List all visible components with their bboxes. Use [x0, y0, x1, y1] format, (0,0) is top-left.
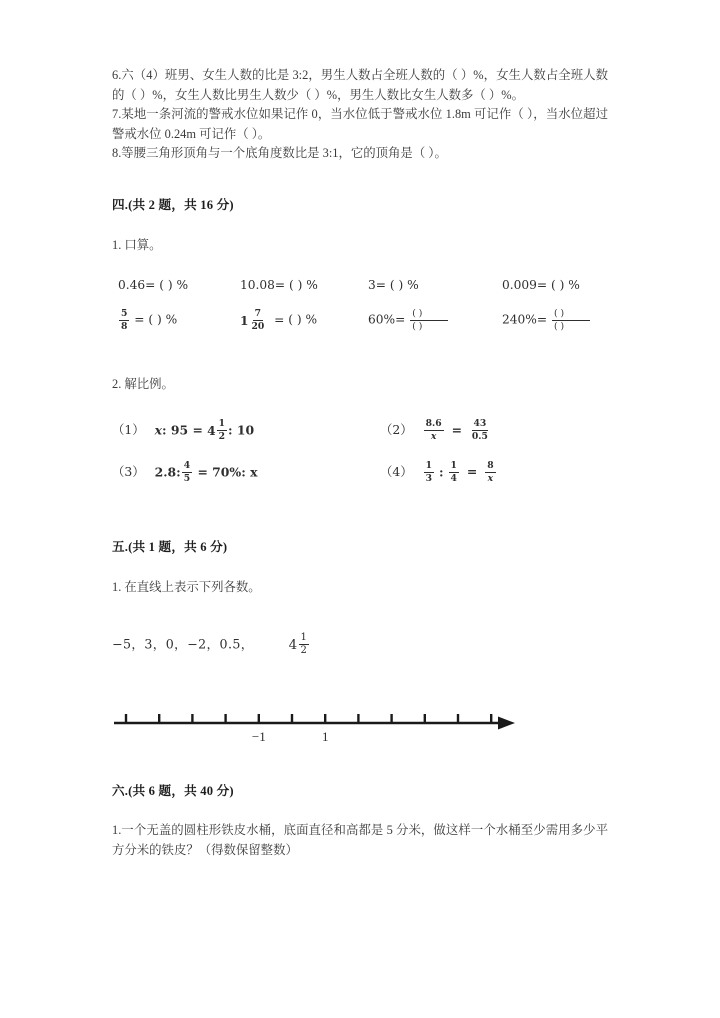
oral-item-1-lhs: 0.46= — [118, 277, 156, 292]
proportion-item-1-label: （1） — [112, 422, 145, 438]
number-list — [112, 633, 608, 657]
proportion-item-4-equals: = — [466, 464, 478, 480]
oral-item-5 — [118, 309, 240, 331]
proportion-item-4-numerator-3: 8 — [487, 460, 494, 472]
oral-item-6-equals: = — [274, 313, 285, 327]
proportion-item-2-left-fraction — [424, 419, 444, 441]
proportion-item-1-whole: 4 — [207, 423, 216, 438]
spacer — [112, 392, 608, 420]
proportion-item-3-label: （3） — [112, 464, 145, 480]
section-six-q1-text: 一个无盖的圆柱形铁皮水桶，底面直径和高都是 5 分米，做这样一个水桶至少需用多少平方分米的铁皮？（得数保留整数） — [112, 823, 608, 857]
oral-calc-row-2 — [118, 304, 608, 338]
oral-item-4 — [502, 278, 580, 292]
fill-in-blank-item-6 — [112, 66, 608, 105]
number-line-ticks — [126, 714, 491, 723]
number-list-mixed-number — [289, 633, 311, 657]
section-six-q1 — [112, 821, 608, 860]
spacer — [112, 555, 608, 577]
proportion-item-4-fraction-1 — [424, 461, 434, 483]
proportion-item-1-fraction — [217, 419, 227, 441]
spacer — [112, 164, 608, 194]
spacer — [112, 338, 608, 374]
number-list-mixed-numerator: 1 — [299, 633, 310, 646]
proportion-item-3 — [112, 462, 380, 484]
spacer — [112, 253, 608, 275]
proportion-item-2-label: （2） — [380, 422, 413, 438]
oral-item-8 — [502, 309, 591, 331]
proportion-item-2 — [380, 420, 608, 442]
oral-item-1-unit: % — [176, 277, 189, 292]
section-four-heading: 四.(共 2 题，共 16 分) — [112, 197, 234, 212]
section-six-q1-number: 1. — [112, 823, 122, 838]
proportion-item-2-right-denominator: 0.5 — [471, 430, 488, 442]
proportion-item-4-colon: : — [438, 464, 444, 480]
oral-item-1 — [118, 278, 240, 292]
spacer — [112, 484, 608, 536]
number-line-label: −1 — [251, 729, 266, 745]
number-line-arrow-icon — [498, 717, 515, 730]
oral-item-6-whole: 1 — [240, 313, 249, 328]
oral-item-2-blank[interactable]: ( ) — [288, 277, 303, 292]
section-five-heading: 五.(共 1 题，共 6 分) — [112, 540, 228, 555]
proportion-item-2-equals: = — [451, 422, 462, 438]
oral-calc-block — [112, 275, 608, 338]
oral-item-3-blank[interactable]: ( ) — [389, 277, 404, 292]
oral-calc-row-1 — [118, 275, 608, 295]
proportion-item-3-tail: = 70%: x — [193, 464, 258, 480]
proportion-item-4-fraction-2 — [449, 461, 459, 483]
proportion-item-3-lead: 2.8: — [154, 464, 181, 480]
spacer — [112, 754, 608, 780]
spacer — [112, 595, 608, 633]
proportion-item-4-fraction-3 — [485, 461, 495, 483]
item-7-number: 7. — [112, 107, 122, 121]
oral-item-6-denominator: 20 — [251, 320, 265, 332]
oral-item-7-equals: = — [395, 313, 406, 327]
oral-item-7 — [368, 309, 502, 331]
oral-item-6 — [240, 309, 368, 331]
proportion-item-3-denominator: 5 — [183, 472, 191, 484]
spacer — [112, 657, 608, 697]
oral-item-2-unit: % — [306, 277, 318, 292]
oral-item-3-lhs: 3= — [368, 277, 386, 292]
section-four-q1-label: 1. 口算。 — [112, 237, 162, 252]
proportion-item-1-numerator: 1 — [218, 418, 226, 429]
item-6-text: 六（4）班男、女生人数的比是 3:2，男生人数占全班人数的（ ）%，女生人数占全班人数的（ ）%，女生人数比男生人数少（ ）%，男生人数比女生人数多（ ）%。 — [112, 68, 608, 102]
number-list-mixed-whole: 4 — [288, 637, 298, 653]
proportion-item-4-denominator-2: 4 — [450, 472, 457, 484]
proportion-item-4-label: （4） — [380, 464, 413, 480]
proportion-item-2-left-numerator: 8.6 — [425, 418, 442, 429]
oral-item-3-unit: % — [407, 277, 419, 292]
proportion-item-4-denominator-1: 3 — [425, 472, 433, 484]
oral-item-5-fraction — [119, 309, 129, 331]
number-line-diagram — [112, 697, 608, 754]
proportion-item-3-fraction — [182, 461, 192, 483]
section-six-heading: 六.(共 6 题，共 40 分) — [112, 784, 234, 799]
oral-item-8-fraction — [552, 309, 590, 331]
oral-item-6-numerator: 7 — [254, 307, 262, 319]
number-list-values: −5，3，0，−2，0.5， — [112, 636, 254, 652]
oral-item-7-fraction — [410, 309, 448, 331]
fill-in-blank-item-8 — [112, 144, 608, 164]
oral-item-4-lhs: 0.009= — [502, 277, 548, 292]
oral-item-6-blank[interactable]: ( ) — [288, 313, 302, 327]
oral-item-2 — [240, 278, 368, 292]
proportion-item-1-variable: x — [154, 422, 163, 438]
proportion-item-2-left-denominator: x — [430, 430, 437, 442]
item-7-text: 某地一条河流的警戒水位如果记作 0，当水位低于警戒水位 1.8m 可记作（ ），当水位超过警戒水位 0.24m 可记作（ ）。 — [112, 107, 608, 141]
oral-item-3 — [368, 278, 502, 292]
oral-item-8-lhs: 240% — [502, 313, 537, 327]
number-line-svg — [112, 697, 522, 749]
oral-item-5-unit: % — [165, 313, 178, 327]
oral-item-7-numerator-blank[interactable]: ( ) — [410, 309, 448, 321]
fill-in-blank-group — [112, 66, 608, 164]
oral-item-6-unit: % — [305, 313, 318, 327]
number-list-mixed-fraction — [299, 633, 310, 657]
proportion-item-1-separator: : 95 = — [162, 422, 208, 438]
oral-item-7-denominator-blank[interactable]: ( ) — [412, 320, 423, 332]
oral-item-8-denominator-blank[interactable]: ( ) — [553, 320, 565, 332]
oral-item-5-blank[interactable]: ( ) — [148, 313, 162, 327]
oral-item-5-numerator: 5 — [121, 307, 128, 319]
fill-in-blank-item-7 — [112, 105, 608, 144]
proportion-item-2-right-fraction — [470, 419, 490, 441]
oral-item-7-lhs: 60% — [368, 313, 396, 327]
number-list-mixed-denominator: 2 — [300, 645, 308, 657]
number-line-axis-group — [114, 717, 515, 730]
proportion-item-1 — [112, 420, 380, 442]
spacer — [118, 295, 608, 304]
section-five-q1-label: 1. 在直线上表示下列各数。 — [112, 580, 261, 595]
oral-item-1-blank[interactable]: ( ) — [159, 277, 173, 292]
proportion-item-4-numerator-1: 1 — [425, 460, 433, 472]
proportion-item-1-tail: : 10 — [228, 422, 255, 438]
oral-item-4-unit: % — [568, 277, 580, 292]
oral-item-6-mixed-number — [240, 309, 267, 331]
item-6-number: 6. — [112, 68, 122, 82]
proportion-item-1-denominator: 2 — [218, 430, 226, 442]
oral-item-2-lhs: 10.08= — [240, 277, 286, 292]
oral-item-5-denominator: 8 — [121, 320, 128, 332]
oral-item-5-equals: = — [134, 313, 145, 327]
proportion-item-4-denominator-3: x — [487, 472, 494, 484]
proportion-item-1-mixed — [207, 420, 228, 442]
oral-item-6-fraction — [249, 309, 266, 331]
oral-item-8-equals: = — [536, 313, 548, 327]
oral-item-8-numerator-blank[interactable]: ( ) — [552, 309, 590, 321]
proportion-grid — [112, 420, 608, 485]
proportion-item-4 — [380, 462, 608, 484]
proportion-item-3-numerator: 4 — [183, 460, 191, 472]
item-8-number: 8. — [112, 146, 122, 160]
oral-item-4-blank[interactable]: ( ) — [550, 277, 565, 292]
proportion-item-4-numerator-2: 1 — [450, 460, 457, 472]
spacer — [112, 213, 608, 235]
proportion-item-2-right-numerator: 43 — [473, 418, 487, 429]
item-8-text: 等腰三角形顶角与一个底角度数比是 3:1，它的顶角是（ ）。 — [121, 146, 447, 160]
number-line-label: 1 — [321, 729, 329, 745]
worksheet-content — [112, 66, 608, 860]
section-four-q2-label: 2. 解比例。 — [112, 376, 174, 391]
spacer — [112, 799, 608, 821]
number-line-tick-labels — [252, 729, 329, 744]
